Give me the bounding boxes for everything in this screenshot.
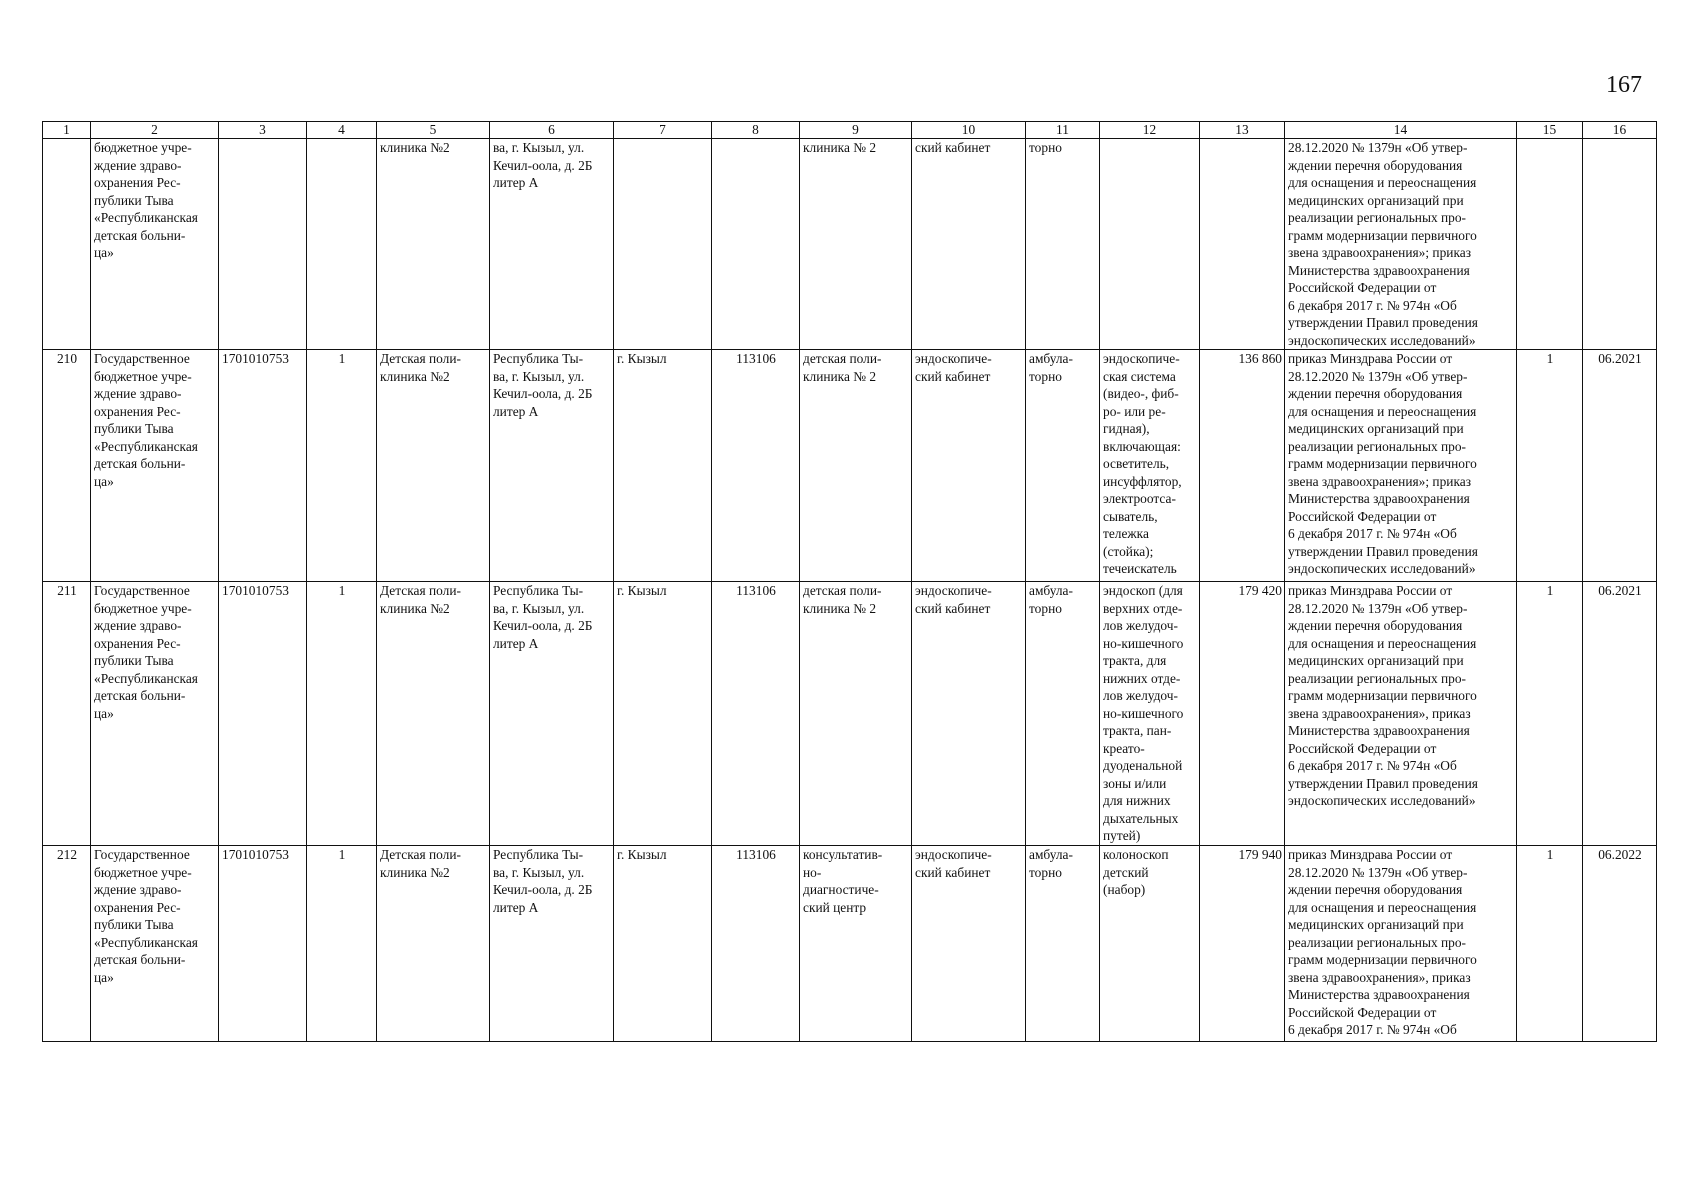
column-header: 5	[377, 122, 490, 139]
subdivision-cell: Детская поли- клиника №2	[377, 582, 490, 846]
row-number: 212	[43, 846, 91, 1042]
city-cell: г. Кызыл	[614, 846, 712, 1042]
price-cell: 179 420	[1200, 582, 1285, 846]
column-header: 9	[800, 122, 912, 139]
address-cell: Республика Ты- ва, г. Кызыл, ул. Кечил-оола, д. 2Б литер А	[490, 846, 614, 1042]
code-cell: 1	[307, 350, 377, 582]
price-cell: 136 860	[1200, 350, 1285, 582]
column-header: 1	[43, 122, 91, 139]
basis-cell: 28.12.2020 № 1379н «Об утвер- ждении перечня оборудования для оснащения и переоснащения медицинских организаций при реализации региональных про- грамм модернизации первичного звена здравоохранения»; приказ Министерства здравоохранения Российской Федерации от 6 декабря 2017 г. № 974н «Об утверждении Правил проведения эндоскопических исследований»	[1285, 139, 1517, 350]
address-cell: Республика Ты- ва, г. Кызыл, ул. Кечил-оола, д. 2Б литер А	[490, 582, 614, 846]
code-cell: 1	[307, 846, 377, 1042]
equipment-cell: эндоскоп (для верхних отде- лов желудоч- но-кишечного тракта, для нижних отде- лов желудоч- но-кишечного тракта, пан- креато- дуоденальной зоны и/или для нижних дыхательных путей)	[1100, 582, 1200, 846]
equipment-table	[42, 121, 1657, 1042]
organization-cell: бюджетное учре- ждение здраво- охранения Рес- публики Тыва «Республиканская детская больни- ца»	[91, 139, 219, 350]
quantity-cell: 1	[1517, 846, 1583, 1042]
row-number: 211	[43, 582, 91, 846]
code-cell	[712, 139, 800, 350]
unit-cell: консультатив- но- диагностиче- ский центр	[800, 846, 912, 1042]
subdivision-cell: Детская поли- клиника №2	[377, 846, 490, 1042]
column-header: 3	[219, 122, 307, 139]
equipment-cell: колоноскоп детский (набор)	[1100, 846, 1200, 1042]
column-header: 12	[1100, 122, 1200, 139]
column-header: 2	[91, 122, 219, 139]
table-row	[43, 846, 1657, 1042]
row-number: 210	[43, 350, 91, 582]
quantity-cell: 1	[1517, 350, 1583, 582]
column-header: 14	[1285, 122, 1517, 139]
equipment-cell	[1100, 139, 1200, 350]
inn-cell: 1701010753	[219, 582, 307, 846]
column-header: 4	[307, 122, 377, 139]
column-header: 8	[712, 122, 800, 139]
address-cell: ва, г. Кызыл, ул. Кечил-оола, д. 2Б литер А	[490, 139, 614, 350]
unit-cell: клиника № 2	[800, 139, 912, 350]
row-number	[43, 139, 91, 350]
care-type-cell: амбула- торно	[1026, 350, 1100, 582]
subdivision-cell: клиника №2	[377, 139, 490, 350]
date-cell: 06.2021	[1583, 582, 1657, 846]
address-cell: Республика Ты- ва, г. Кызыл, ул. Кечил-оола, д. 2Б литер А	[490, 350, 614, 582]
column-header: 7	[614, 122, 712, 139]
room-cell: эндоскопиче- ский кабинет	[912, 846, 1026, 1042]
date-cell: 06.2022	[1583, 846, 1657, 1042]
column-header: 16	[1583, 122, 1657, 139]
care-type-cell: амбула- торно	[1026, 846, 1100, 1042]
care-type-cell: торно	[1026, 139, 1100, 350]
column-header: 6	[490, 122, 614, 139]
organization-cell: Государственное бюджетное учре- ждение здраво- охранения Рес- публики Тыва «Республиканская детская больни- ца»	[91, 350, 219, 582]
header-row	[43, 122, 1657, 139]
unit-cell: детская поли- клиника № 2	[800, 582, 912, 846]
table-row	[43, 350, 1657, 582]
table-row	[43, 139, 1657, 350]
basis-cell: приказ Минздрава России от 28.12.2020 № 1379н «Об утвер- ждении перечня оборудования для оснащения и переоснащения медицинских организаций при реализации региональных про- грамм модернизации первичного звена здравоохранения», приказ Министерства здравоохранения Российской Федерации от 6 декабря 2017 г. № 974н «Об	[1285, 846, 1517, 1042]
city-cell: г. Кызыл	[614, 582, 712, 846]
column-header: 15	[1517, 122, 1583, 139]
date-cell: 06.2021	[1583, 350, 1657, 582]
column-header: 10	[912, 122, 1026, 139]
inn-cell	[219, 139, 307, 350]
code-cell: 113106	[712, 350, 800, 582]
code-cell: 113106	[712, 582, 800, 846]
code-cell: 113106	[712, 846, 800, 1042]
equipment-cell: эндоскопиче- ская система (видео-, фиб- ро- или ре- гидная), включающая: осветитель, инсуффлятор, электроотса- сыватель, тележка (стойка); течеискатель	[1100, 350, 1200, 582]
organization-cell: Государственное бюджетное учре- ждение здраво- охранения Рес- публики Тыва «Республиканская детская больни- ца»	[91, 582, 219, 846]
subdivision-cell: Детская поли- клиника №2	[377, 350, 490, 582]
quantity-cell: 1	[1517, 582, 1583, 846]
column-header: 13	[1200, 122, 1285, 139]
room-cell: ский кабинет	[912, 139, 1026, 350]
city-cell	[614, 139, 712, 350]
unit-cell: детская поли- клиника № 2	[800, 350, 912, 582]
basis-cell: приказ Минздрава России от 28.12.2020 № 1379н «Об утвер- ждении перечня оборудования для оснащения и переоснащения медицинских организаций при реализации региональных про- грамм модернизации первичного звена здравоохранения», приказ Министерства здравоохранения Российской Федерации от 6 декабря 2017 г. № 974н «Об утверждении Правил проведения эндоскопических исследований»	[1285, 582, 1517, 846]
basis-cell: приказ Минздрава России от 28.12.2020 № 1379н «Об утвер- ждении перечня оборудования для оснащения и переоснащения медицинских организаций при реализации региональных про- грамм модернизации первичного звена здравоохранения»; приказ Министерства здравоохранения Российской Федерации от 6 декабря 2017 г. № 974н «Об утверждении Правил проведения эндоскопических исследований»	[1285, 350, 1517, 582]
care-type-cell: амбула- торно	[1026, 582, 1100, 846]
code-cell: 1	[307, 582, 377, 846]
room-cell: эндоскопиче- ский кабинет	[912, 582, 1026, 846]
price-cell: 179 940	[1200, 846, 1285, 1042]
price-cell	[1200, 139, 1285, 350]
inn-cell: 1701010753	[219, 846, 307, 1042]
column-header: 11	[1026, 122, 1100, 139]
table-row	[43, 582, 1657, 846]
organization-cell: Государственное бюджетное учре- ждение здраво- охранения Рес- публики Тыва «Республиканская детская больни- ца»	[91, 846, 219, 1042]
room-cell: эндоскопиче- ский кабинет	[912, 350, 1026, 582]
quantity-cell	[1517, 139, 1583, 350]
code-cell	[307, 139, 377, 350]
page-number: 167	[1606, 72, 1642, 98]
city-cell: г. Кызыл	[614, 350, 712, 582]
date-cell	[1583, 139, 1657, 350]
inn-cell: 1701010753	[219, 350, 307, 582]
